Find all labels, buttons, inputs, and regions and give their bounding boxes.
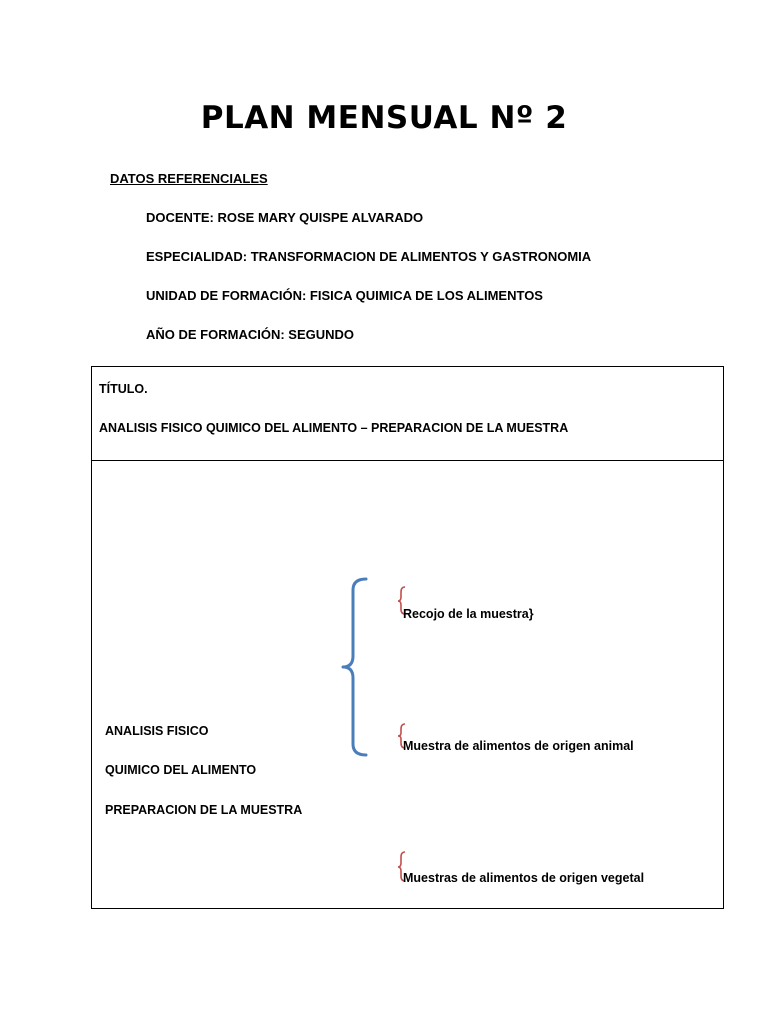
document-title: PLAN MENSUAL Nº 2 bbox=[200, 100, 568, 136]
item-origen-animal: Muestra de alimentos de origen animal bbox=[403, 739, 634, 753]
title-value: ANALISIS FISICO QUIMICO DEL ALIMENTO – PREPARACION DE LA MUESTRA bbox=[99, 421, 569, 435]
info-unidad: UNIDAD DE FORMACIÓN: FISICA QUIMICA DE LOS ALIMENTOS bbox=[146, 288, 543, 303]
info-anio: AÑO DE FORMACIÓN: SEGUNDO bbox=[146, 327, 354, 342]
brace-diagram bbox=[92, 367, 725, 910]
title-label: TÍTULO. bbox=[99, 382, 148, 396]
content-table bbox=[91, 366, 724, 909]
item-recojo: Recojo de la muestra} bbox=[403, 607, 534, 621]
main-brace bbox=[343, 579, 366, 755]
info-especialidad: ESPECIALIDAD: TRANSFORMACION DE ALIMENTOS Y GASTRONOMIA bbox=[146, 249, 592, 264]
info-docente: DOCENTE: ROSE MARY QUISPE ALVARADO bbox=[146, 210, 424, 225]
root-line-1: ANALISIS FISICO bbox=[105, 724, 209, 738]
section-heading: DATOS REFERENCIALES bbox=[110, 171, 268, 186]
item-origen-vegetal: Muestras de alimentos de origen vegetal bbox=[403, 871, 645, 885]
root-line-2: QUIMICO DEL ALIMENTO bbox=[105, 763, 257, 777]
root-line-3: PREPARACION DE LA MUESTRA bbox=[105, 803, 303, 817]
